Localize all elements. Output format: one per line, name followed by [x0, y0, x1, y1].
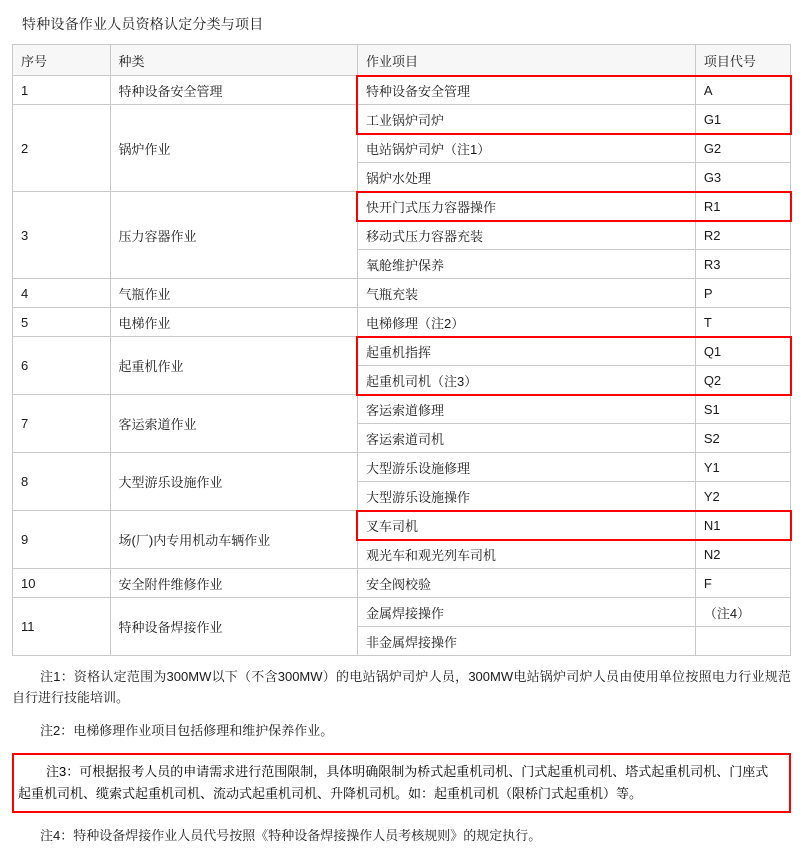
cell-code: R1 [695, 192, 790, 221]
cell-item: 工业锅炉司炉 [357, 105, 695, 134]
table-row [13, 192, 791, 221]
cell-no: 2 [13, 105, 111, 192]
cell-code [695, 627, 790, 656]
cell-item: 金属焊接操作 [357, 598, 695, 627]
cell-code: F [695, 569, 790, 598]
cell-code: Q2 [695, 366, 790, 395]
cell-item: 快开门式压力容器操作 [357, 192, 695, 221]
column-header-code: 项目代号 [695, 45, 790, 76]
cell-code: G1 [695, 105, 790, 134]
cell-no: 3 [13, 192, 111, 279]
table-body [13, 76, 791, 656]
cell-item: 大型游乐设施修理 [357, 453, 695, 482]
cell-item: 电梯修理（注2） [357, 308, 695, 337]
table-row [13, 395, 791, 424]
cell-kind: 场(厂)内专用机动车辆作业 [110, 511, 357, 569]
cell-item: 起重机司机（注3） [357, 366, 695, 395]
table-row [13, 279, 791, 308]
cell-code: R3 [695, 250, 790, 279]
table-row [13, 598, 791, 627]
table-row [13, 105, 791, 134]
cell-no: 9 [13, 511, 111, 569]
cell-kind: 大型游乐设施作业 [110, 453, 357, 511]
cell-no: 4 [13, 279, 111, 308]
cell-code: S2 [695, 424, 790, 453]
cell-item: 锅炉水处理 [357, 163, 695, 192]
qualification-table [12, 44, 791, 656]
note-text: 注4：特种设备焊接作业人员代号按照《特种设备焊接操作人员考核规则》的规定执行。 [40, 828, 542, 843]
cell-code: Q1 [695, 337, 790, 366]
cell-item: 客运索道修理 [357, 395, 695, 424]
cell-item: 起重机指挥 [357, 337, 695, 366]
cell-code: A [695, 76, 790, 105]
cell-code: Y2 [695, 482, 790, 511]
cell-item: 大型游乐设施操作 [357, 482, 695, 511]
cell-code: S1 [695, 395, 790, 424]
table-row [13, 308, 791, 337]
column-header-item: 作业项目 [357, 45, 695, 76]
cell-kind: 特种设备焊接作业 [110, 598, 357, 656]
column-header-no: 序号 [13, 45, 111, 76]
cell-kind: 客运索道作业 [110, 395, 357, 453]
cell-item: 电站锅炉司炉（注1） [357, 134, 695, 163]
note-text: 注1：资格认定范围为300MW以下（不含300MW）的电站锅炉司炉人员，300MW电站锅炉司炉人员由使用单位按照电力行业规范自行进行技能培训。 [12, 669, 791, 705]
cell-item: 移动式压力容器充装 [357, 221, 695, 250]
table-row [13, 569, 791, 598]
cell-kind: 起重机作业 [110, 337, 357, 395]
cell-no: 6 [13, 337, 111, 395]
cell-no: 1 [13, 76, 111, 105]
cell-item: 客运索道司机 [357, 424, 695, 453]
cell-code: G2 [695, 134, 790, 163]
table-header-row [13, 45, 791, 76]
table-wrapper [12, 44, 791, 656]
cell-kind: 特种设备安全管理 [110, 76, 357, 105]
note-highlighted [12, 753, 791, 813]
cell-code: （注4） [695, 598, 790, 627]
note-text: 注2：电梯修理作业项目包括修理和维护保养作业。 [40, 723, 334, 738]
cell-item: 叉车司机 [357, 511, 695, 540]
cell-item: 气瓶充装 [357, 279, 695, 308]
cell-code: G3 [695, 163, 790, 192]
cell-kind: 气瓶作业 [110, 279, 357, 308]
cell-no: 5 [13, 308, 111, 337]
cell-code: T [695, 308, 790, 337]
cell-kind: 电梯作业 [110, 308, 357, 337]
cell-item: 非金属焊接操作 [357, 627, 695, 656]
table-row [13, 76, 791, 105]
column-header-kind: 种类 [110, 45, 357, 76]
note-text: 注3：可根据报考人员的申请需求进行范围限制，具体明确限制为桥式起重机司机、门式起重机司机、塔式起重机司机、门座式起重机司机、缆索式起重机司机、流动式起重机司机、升降机司机。如：起重机司机（限桥门式起重机）等。 [18, 764, 769, 801]
cell-item: 观光车和观光列车司机 [357, 540, 695, 569]
cell-code: N1 [695, 511, 790, 540]
cell-item: 安全阀校验 [357, 569, 695, 598]
cell-kind: 安全附件维修作业 [110, 569, 357, 598]
table-row [13, 511, 791, 540]
cell-no: 11 [13, 598, 111, 656]
cell-item: 氧舱维护保养 [357, 250, 695, 279]
cell-no: 7 [13, 395, 111, 453]
notes-section [12, 666, 791, 846]
cell-no: 8 [13, 453, 111, 511]
cell-code: P [695, 279, 790, 308]
cell-code: Y1 [695, 453, 790, 482]
table-row [13, 337, 791, 366]
cell-code: N2 [695, 540, 790, 569]
cell-code: R2 [695, 221, 790, 250]
cell-kind: 锅炉作业 [110, 105, 357, 192]
cell-kind: 压力容器作业 [110, 192, 357, 279]
cell-no: 10 [13, 569, 111, 598]
table-head [13, 45, 791, 76]
table-row [13, 453, 791, 482]
page-title: 特种设备作业人员资格认定分类与项目 [22, 16, 264, 32]
cell-item: 特种设备安全管理 [357, 76, 695, 105]
